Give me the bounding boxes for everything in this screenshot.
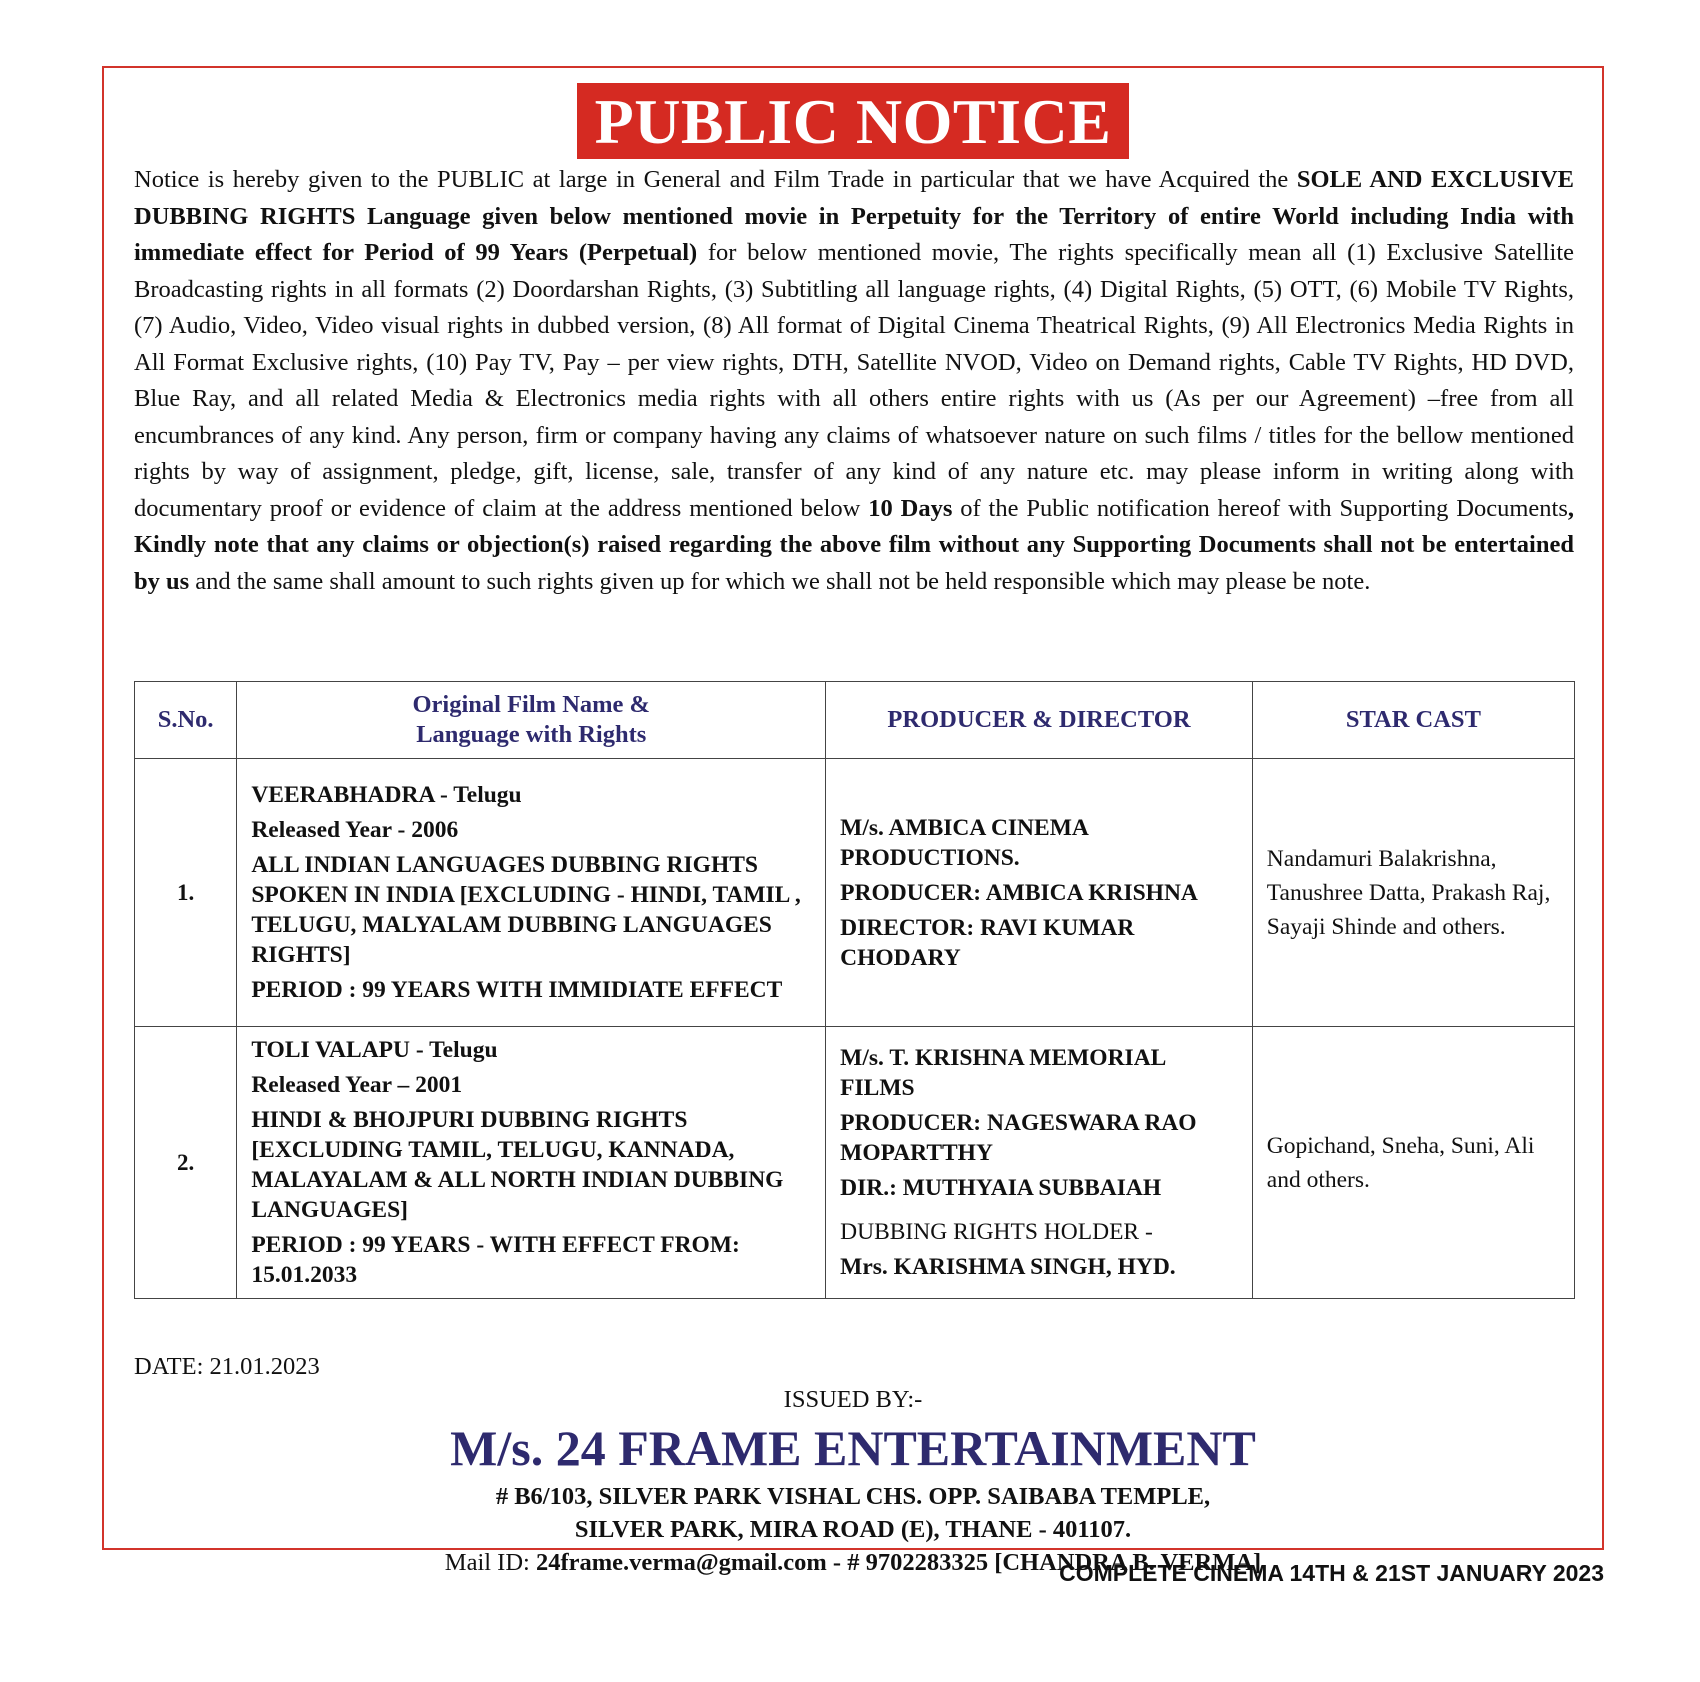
producer-name: PRODUCER: AMBICA KRISHNA [840, 879, 1198, 906]
film-name: VEERABHADRA - Telugu [251, 782, 522, 808]
film-released: Released Year - 2006 [251, 817, 459, 843]
producer-company: M/s. AMBICA CINEMA PRODUCTIONS. [840, 814, 1088, 871]
film-period: PERIOD : 99 YEARS WITH IMMIDIATE EFFECT [251, 977, 783, 1003]
film-period: PERIOD : 99 YEARS - WITH EFFECT FROM: 15.01.2033 [251, 1232, 740, 1288]
holder-label: DUBBING RIGHTS HOLDER - [840, 1219, 1153, 1245]
para-text-2: for below mentioned movie, The rights specifically mean all (1) Exclusive Satellite Broadcasting rights in all formats (2) Doordarshan Rights, (3) Subtitling all language rights, (4) Digital Rights, (5) OTT, (6) Mobile TV Rights, (7) Audio, Video, Video visual rights in dubbed version, (8) All format of Digital Cinema Theatrical Rights, (9) All Electronics Media Rights in All Format Exclusive rights, (10) Pay TV, Pay – per view rights, DTH, Satellite NVOD, Video on Demand rights, Cable TV Rights, HD DVD, Blue Ray, and all related Media & Electronics media rights with all others entire rights with us (As per our Agreement) –free from all encumbrances of any kind. Any person, firm or company having any claims of whatsoever nature on such films / titles for the bellow mentioned rights by way of assignment, pledge, gift, license, sale, transfer of any kind of any nature etc. may please inform in writing along with documentary proof or evidence of claim at the address mentioned below [134, 239, 1575, 522]
para-bold-1: SOLE AND EXCLUSIVE DUBBING RIGHTS Language given below mentioned movie in Perpetuity for the Territory of entire World including India with immediate effect for Period of 99 Years (Perpetual) [134, 166, 1574, 266]
film-rights: HINDI & BHOJPURI DUBBING RIGHTS [EXCLUDING TAMIL, TELUGU, KANNADA, MALAYALAM & ALL NORTH INDIAN DUBBING LANGUAGES] [251, 1107, 784, 1223]
director-name: DIRECTOR: RAVI KUMAR CHODARY [840, 914, 1135, 971]
table-row [135, 1027, 1575, 1299]
para-text-3: of the Public notification hereof with Supporting Documents [952, 494, 1568, 522]
row-cast: Nandamuri Balakrishna, Tanushree Datta, Prakash Raj, Sayaji Shinde and others. [1252, 759, 1574, 1027]
film-released: Released Year – 2001 [251, 1072, 463, 1098]
para-bold-2: 10 Days [868, 494, 953, 522]
table-header-row [135, 682, 1575, 759]
producer-name: PRODUCER: NAGESWARA RAO MOPARTTHY [840, 1110, 1197, 1166]
publication-footer: COMPLETE CINEMA 14TH & 21ST JANUARY 2023 [1059, 1560, 1604, 1586]
header-film-line2: Language with Rights [416, 721, 647, 748]
header-sno: S.No. [135, 682, 237, 759]
title-wrap [104, 83, 1602, 159]
header-film-line1: Original Film Name & [412, 691, 650, 718]
header-film [237, 682, 826, 759]
producer-company: M/s. T. KRISHNA MEMORIAL FILMS [840, 1045, 1166, 1101]
row-film [237, 759, 826, 1027]
row-cast: Gopichand, Sneha, Suni, Ali and others. [1252, 1027, 1574, 1299]
address-line-1: # B6/103, SILVER PARK VISHAL CHS. OPP. SAIBABA TEMPLE, [495, 1483, 1211, 1510]
row-producer [826, 1027, 1253, 1299]
film-name: TOLI VALAPU - Telugu [251, 1037, 498, 1063]
para-bold-3: , Kindly note that any claims or objection(s) raised regarding the above film without any Supporting Documents shall not be entertained by us [134, 494, 1574, 595]
issuer-company: M/s. 24 FRAME ENTERTAINMENT [450, 1420, 1256, 1476]
para-text-1: Notice is hereby given to the PUBLIC at large in General and Film Trade in particular that we have Acquired the [134, 166, 1297, 193]
header-cast: STAR CAST [1252, 682, 1574, 759]
row-film [237, 1027, 826, 1299]
mail-value: 24frame.verma@gmail.com - # 9702283325 [CHANDRA B. VERMA] [535, 1549, 1262, 1576]
notice-paragraph [134, 162, 1574, 600]
film-rights: ALL INDIAN LANGUAGES DUBBING RIGHTS SPOKEN IN INDIA [EXCLUDING - HINDI, TAMIL , TELUGU, MALYALAM DUBBING LANGUAGES RIGHTS] [251, 852, 801, 968]
row-sno: 2. [135, 1027, 237, 1299]
notice-date: DATE: 21.01.2023 [134, 1353, 320, 1380]
director-name: DIR.: MUTHYAIA SUBBAIAH [840, 1175, 1162, 1201]
issued-by: ISSUED BY:- [783, 1386, 923, 1413]
rights-table [134, 681, 1575, 1299]
notice-title: PUBLIC NOTICE [577, 83, 1130, 159]
holder-name: Mrs. KARISHMA SINGH, HYD. [840, 1254, 1176, 1280]
table-row [135, 759, 1575, 1027]
row-sno: 1. [135, 759, 237, 1027]
para-text-4: and the same shall amount to such rights given up for which we shall not be held responsible which may please be note. [189, 567, 1371, 595]
address-line-2: SILVER PARK, MIRA ROAD (E), THANE - 401107. [574, 1516, 1132, 1543]
header-producer: PRODUCER & DIRECTOR [826, 682, 1253, 759]
mail-label: Mail ID: [444, 1549, 536, 1576]
row-producer [826, 759, 1253, 1027]
